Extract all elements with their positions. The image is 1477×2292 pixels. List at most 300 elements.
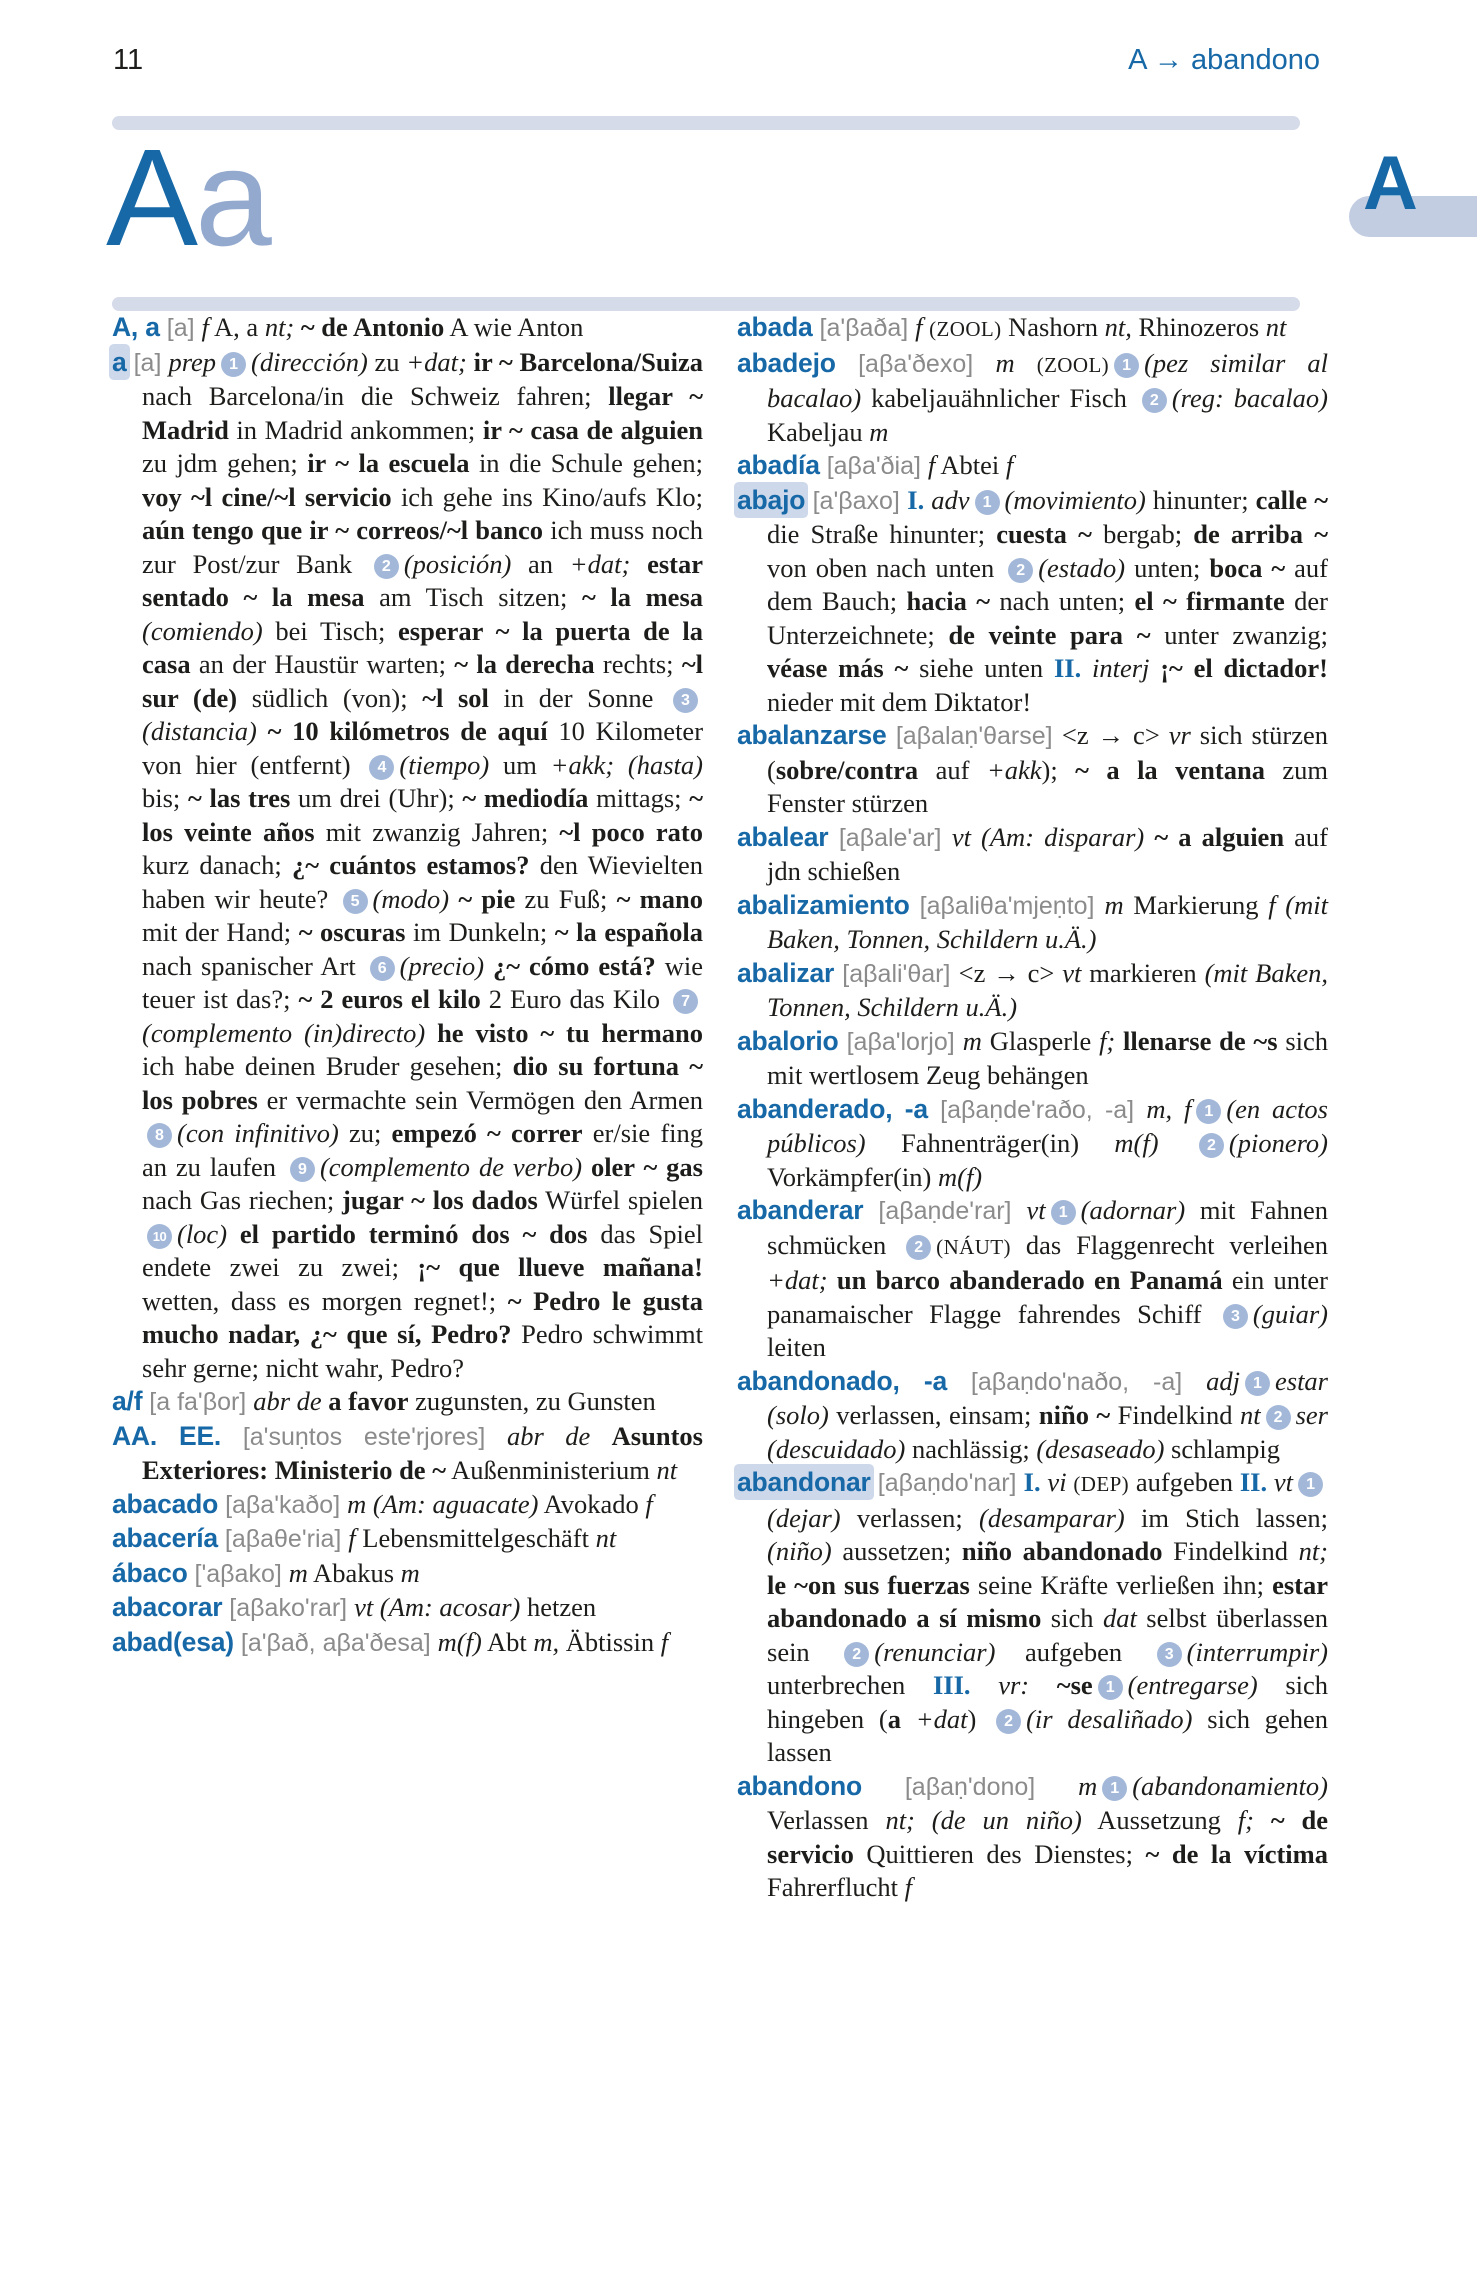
dictionary-entry — [737, 1093, 1328, 1195]
example-bold: niño ~ — [1038, 1400, 1111, 1430]
translation-text: von oben nach unten — [767, 552, 1004, 583]
dictionary-entry — [112, 1626, 703, 1661]
translation-text — [582, 1152, 591, 1182]
translation-text — [828, 1265, 837, 1295]
example-bold: ~ mediodía — [462, 783, 589, 813]
translation-text: Kabeljau — [767, 416, 870, 447]
translation-text: bis; — [142, 783, 188, 813]
translation-text: Abtei — [935, 450, 1006, 480]
example-bold: ~ los veinte años — [142, 783, 703, 847]
grammar-italic: f — [645, 1488, 653, 1519]
arrow-icon: → — [1153, 44, 1183, 76]
example-bold: ir ~ Barcelona/Suiza — [473, 346, 704, 377]
sense-number-badge: 1 — [1102, 1776, 1127, 1801]
grammar-italic: (guiar) — [1252, 1298, 1328, 1329]
translation-text: unter zwanzig; — [1150, 619, 1329, 650]
translation-text: kurz danach; — [142, 850, 293, 880]
translation-text: nach spanischer Art — [142, 950, 365, 981]
field-label: (DEP) — [1073, 1472, 1130, 1496]
grammar-italic: m — [400, 1557, 420, 1588]
headword: abalizar — [737, 957, 835, 988]
translation-text: mit der Hand; — [142, 917, 299, 947]
example-bold: estar sentado ~ la mesa — [142, 548, 704, 612]
example-bold: he visto ~ tu hermano — [437, 1017, 704, 1048]
dictionary-entry — [112, 1591, 703, 1626]
grammar-italic: estar (solo) — [767, 1365, 1328, 1430]
grammar-italic: (niño) — [767, 1536, 832, 1566]
grammar-italic: (reg: bacalao) — [1171, 383, 1328, 413]
dictionary-entry — [737, 1025, 1328, 1093]
example-bold: llenarse de ~s — [1123, 1025, 1278, 1056]
dictionary-entry — [737, 1365, 1328, 1467]
grammar-italic: f (mit Baken, Tonnen, Schildern u.Ä.) — [767, 889, 1328, 954]
grammar-italic: f; — [1237, 1805, 1254, 1835]
grammar-italic: f — [1005, 450, 1014, 480]
headword: abandonado, -a — [737, 1365, 947, 1396]
phonetic: [aβa'ðia] — [819, 452, 928, 480]
translation-text: den Wievielten haben wir heute? — [142, 850, 703, 914]
translation-text: südlich (von); — [237, 682, 423, 713]
translation-text: auf jdn schießen — [767, 821, 1329, 886]
dictionary-entry — [112, 1522, 703, 1557]
translation-text: rechts; — [594, 649, 682, 679]
grammar-italic: f — [927, 450, 936, 480]
grammar-italic: m — [1078, 1770, 1098, 1801]
headword: A, a — [112, 312, 160, 342]
example-bold: ~ a alguien — [1154, 821, 1285, 852]
grammar-italic: nt; — [1298, 1536, 1328, 1566]
sense-number-badge: 1 — [975, 490, 1000, 515]
sense-number-badge: 1 — [1051, 1200, 1076, 1225]
translation-text: wetten, dass es morgen regnet!; — [142, 1285, 508, 1316]
grammar-italic: nt — [1265, 312, 1287, 342]
translation-text — [1159, 1128, 1194, 1158]
example-bold: le ~on sus fuerzas — [767, 1569, 970, 1600]
grammar-italic: ser (descuidado) — [767, 1400, 1328, 1464]
translation-text: Würfel spielen — [537, 1185, 703, 1215]
grammar-italic: (posición) — [403, 548, 512, 579]
translation-text: unten; — [1125, 552, 1210, 583]
translation-text: nieder mit dem Diktator! — [767, 686, 1032, 717]
example-bold: ~l sol — [422, 682, 489, 713]
translation-text: schlampig — [1164, 1433, 1280, 1464]
section-letter-uppercase: A — [106, 121, 196, 275]
translation-text: Abt — [481, 1626, 534, 1657]
translation-text: zu jdm gehen; — [142, 448, 308, 478]
sense-number-badge: 9 — [290, 1157, 315, 1182]
field-label: (ZOOL) — [1036, 352, 1110, 377]
grammar-italic: m(f) — [1114, 1128, 1159, 1158]
translation-text: zu Fuß; — [515, 883, 617, 914]
phonetic: [a'suṇtos este'rjores] — [221, 1422, 508, 1451]
translation-text: ich gehe ins Kino/aufs Klo; — [391, 481, 703, 512]
translation-text: ); — [1041, 754, 1076, 785]
grammar-italic: m — [288, 1557, 308, 1588]
sense-number-badge: 3 — [673, 688, 698, 713]
grammar-italic: +akk — [986, 754, 1042, 785]
phonetic: [aβale'ar] — [828, 823, 952, 852]
translation-text: Rhinozeros — [1131, 312, 1266, 342]
grammar-italic: m, — [533, 1626, 560, 1657]
translation-text: sich gehen lassen — [767, 1703, 1329, 1767]
translation-text: in der Sonne — [488, 682, 668, 713]
example-bold: ~ Pedro le gusta mucho nadar, ¿~ que sí, Pedro? — [142, 1285, 703, 1349]
grammar-italic: (desamparar) — [979, 1502, 1125, 1533]
phonetic: ['aβako] — [187, 1559, 289, 1588]
translation-text: Lebensmittelgeschäft — [355, 1523, 596, 1553]
sense-number-badge: 2 — [844, 1642, 869, 1667]
translation-text: mit Fahnen schmücken — [767, 1195, 1328, 1260]
phonetic: [aβaṇ'dono] — [862, 1772, 1079, 1801]
grammar-italic: (desaseado) — [1036, 1433, 1165, 1464]
example-bold: ~ 10 kilómetros de aquí — [267, 716, 548, 746]
example-bold: ¿~ cómo está? — [493, 950, 656, 981]
translation-text: siehe unten — [908, 653, 1054, 683]
grammar-italic: (pionero) — [1228, 1128, 1329, 1158]
translation-text: Abakus — [307, 1557, 401, 1588]
grammar-italic: (dejar) — [767, 1502, 841, 1533]
headword: a/f — [112, 1386, 143, 1416]
headword: abandono — [737, 1770, 862, 1801]
example-bold: ir ~ casa de alguien — [482, 414, 703, 445]
dictionary-entry — [737, 1770, 1328, 1905]
headword: abada — [737, 312, 813, 342]
translation-text: 2 Euro das Kilo — [480, 984, 669, 1014]
grammar-italic: f — [915, 312, 923, 342]
example-bold: ~se — [1056, 1670, 1093, 1700]
translation-text: aussetzen; — [831, 1536, 962, 1566]
translation-text: seine Kräfte verließen ihn; — [969, 1569, 1273, 1600]
translation-text: zum Fenster stürzen — [767, 754, 1329, 818]
translation-text: Glasperle — [981, 1025, 1100, 1056]
dictionary-entry — [737, 1466, 1328, 1770]
translation-text: aufgeben — [1129, 1467, 1240, 1497]
translation-text: im Stich lassen; — [1124, 1502, 1328, 1533]
example-bold: el ~ firmante — [1134, 586, 1285, 616]
sense-number-badge: 1 — [1298, 1472, 1323, 1497]
translation-text: hetzen — [520, 1592, 597, 1622]
sense-number-badge: 7 — [673, 989, 698, 1014]
grammar-italic: vt (Am: acosar) — [354, 1592, 521, 1622]
headword: abad(esa) — [112, 1626, 234, 1657]
translation-text: er/sie fing an zu laufen — [142, 1118, 704, 1182]
phonetic: [a] — [159, 314, 202, 342]
translation-text: im Dunkeln; — [405, 917, 555, 947]
example-bold: ¡~ el dictador! — [1160, 653, 1328, 683]
example-bold: ~ mano — [616, 883, 703, 914]
translation-text: Findelkind — [1110, 1400, 1240, 1430]
roman-numeral: I. — [1023, 1467, 1041, 1497]
translation-text: Vorkämpfer(in) — [767, 1161, 938, 1192]
example-bold: ir ~ la escuela — [307, 448, 470, 478]
field-label: (ZOOL) — [929, 317, 1002, 341]
example-bold: véase más ~ — [767, 653, 909, 683]
grammar-italic: dat — [1102, 1603, 1137, 1633]
phonetic: [aβaṇdo'naðo, -a] — [947, 1367, 1207, 1396]
headword: ábaco — [112, 1557, 188, 1588]
translation-text: zu — [367, 346, 407, 377]
translation-text: an — [511, 548, 570, 579]
example-bold: sobre/contra — [775, 754, 919, 785]
dictionary-entry — [737, 347, 1328, 450]
example-bold: llegar ~ Madrid — [142, 381, 703, 445]
grammar-italic: m — [1104, 889, 1124, 920]
translation-text: Aussetzung — [1081, 1805, 1238, 1835]
headword: abandonar — [737, 1467, 871, 1497]
translation-text: A wie Anton — [444, 312, 584, 342]
translation-text — [484, 951, 493, 981]
sense-number-badge: 2 — [374, 554, 399, 579]
example-bold: ~l poco rato — [559, 816, 703, 847]
grammar-italic: f — [348, 1523, 356, 1553]
grammar-italic: +dat; — [569, 548, 631, 579]
translation-text — [294, 312, 301, 342]
translation-text — [1029, 1670, 1057, 1700]
sense-number-badge: 8 — [147, 1123, 172, 1148]
sense-number-badge: 2 — [1199, 1133, 1224, 1158]
example-bold: ¡~ que llueve mañana! — [417, 1252, 703, 1282]
grammar-italic: +akk; (hasta) — [550, 749, 703, 780]
grammar-italic: +dat — [915, 1703, 968, 1734]
headword: abadejo — [737, 347, 836, 378]
translation-text: das Flaggenrecht verleihen — [1010, 1229, 1328, 1260]
example-bold: esperar ~ la puerta de la casa — [142, 615, 704, 679]
translation-text: markieren — [1081, 957, 1205, 988]
translation-text — [590, 1421, 611, 1451]
grammar-italic: (complemento (in)directo) — [142, 1017, 426, 1048]
translation-text — [630, 549, 647, 579]
translation-text: wie teuer ist das?; — [142, 950, 703, 1014]
translation-text — [227, 1219, 240, 1249]
translation-text: um drei (Uhr); — [290, 783, 463, 813]
grammar-italic: (dirección) — [251, 346, 368, 377]
translation-text: ich habe deinen Bruder gesehen; — [142, 1051, 513, 1081]
grammar-italic: (precio) — [399, 950, 485, 981]
grammar-italic: m — [962, 1025, 982, 1056]
translation-text: Äbtissin — [559, 1626, 661, 1657]
headword: abacorar — [112, 1592, 223, 1622]
grammar-italic: (adornar) — [1080, 1195, 1186, 1225]
translation-text: Außenministerium — [445, 1455, 657, 1485]
sense-number-badge: 1 — [1245, 1371, 1270, 1396]
translation-text: Verlassen — [767, 1805, 886, 1835]
phonetic: [a'βaða] — [812, 314, 916, 342]
translation-text: in die Schule gehen; — [469, 448, 703, 478]
translation-text: verlassen, einsam; — [828, 1400, 1039, 1430]
grammar-italic: adj — [1206, 1365, 1240, 1396]
translation-text: auf — [918, 754, 987, 785]
headword: abadía — [737, 450, 820, 480]
sense-number-badge: 10 — [147, 1224, 172, 1249]
example-bold: oler ~ gas — [590, 1151, 703, 1182]
translation-text: kabeljauähnlicher Fisch — [861, 383, 1137, 413]
grammar-italic: (renunciar) — [874, 1636, 996, 1667]
grammar-italic: (tiempo) — [399, 749, 490, 780]
dictionary-entry — [737, 449, 1328, 484]
example-bold: ~ a la ventana — [1075, 754, 1265, 785]
sense-number-badge: 5 — [343, 889, 368, 914]
phonetic: [aβaliθa'mjeṇto] — [909, 891, 1105, 920]
headword: abanderar — [737, 1195, 864, 1225]
example-bold: a — [887, 1703, 901, 1734]
translation-text: er vermachte sein Vermögen den Armen — [257, 1084, 703, 1115]
grammar-italic: m(f) — [937, 1161, 983, 1192]
translation-text: nach Gas riechen; — [142, 1185, 342, 1215]
translation-text — [467, 347, 474, 377]
grammar-italic: abr de — [253, 1386, 322, 1416]
sense-number-badge: 3 — [1223, 1304, 1248, 1329]
grammar-italic: adv — [924, 484, 970, 515]
dictionary-entry — [112, 1385, 703, 1420]
grammar-italic: +dat; — [767, 1265, 828, 1295]
translation-text: Nashorn — [1001, 312, 1105, 342]
grammar-italic: (con infinitivo) — [177, 1118, 339, 1148]
dictionary-entry — [112, 346, 703, 1386]
grammar-italic: nt — [1239, 1400, 1261, 1430]
grammar-italic: (pez similar al bacalao) — [767, 347, 1328, 413]
dictionary-entry — [112, 1557, 703, 1592]
grammar-italic: (distancia) — [142, 716, 257, 746]
translation-text — [1015, 348, 1037, 378]
left-column — [112, 311, 703, 1660]
translation-text: Quittieren des Dienstes; — [853, 1838, 1146, 1869]
headword: abajo — [737, 484, 806, 515]
grammar-italic: (mit Baken, Tonnen, Schildern u.Ä.) — [767, 957, 1328, 1022]
dictionary-entry — [737, 484, 1328, 720]
translation-text: in Madrid ankommen; — [228, 414, 483, 445]
example-bold: dio su fortuna ~ los pobres — [142, 1051, 703, 1115]
field-label: (NÁUT) — [936, 1234, 1011, 1259]
example-bold: ~ la derecha — [454, 649, 595, 679]
translation-text: hinunter; — [1145, 484, 1256, 515]
translation-text: auf dem Bauch; — [767, 552, 1328, 616]
translation-text: mittags; — [588, 783, 690, 813]
translation-text: nach Barcelona/in die Schweiz fahren; — [142, 381, 609, 411]
translation-text: sich — [1041, 1603, 1103, 1633]
section-letter-lowercase: a — [195, 121, 269, 275]
phonetic: [aβaṇde'rar] — [863, 1197, 1027, 1225]
grammar-italic: nt; (de un niño) — [885, 1805, 1082, 1835]
sense-number-badge: 4 — [369, 755, 394, 780]
guide-first-headword: A — [1128, 44, 1146, 76]
translation-text: an der Haustür warten; — [190, 649, 455, 679]
headword: abacería — [112, 1523, 218, 1553]
example-bold: ~ de servicio — [767, 1805, 1329, 1869]
grammar-italic: prep — [168, 346, 217, 377]
headword: abalizamiento — [737, 889, 910, 920]
dictionary-entry — [737, 889, 1328, 957]
translation-text — [449, 884, 458, 914]
phonetic: [aβali'θar] — [834, 959, 959, 988]
translation-text: unterbrechen — [767, 1670, 933, 1700]
grammar-italic: (ir desaliñado) — [1026, 1703, 1193, 1734]
translation-text: ich muss noch zur Post/zur Bank — [142, 515, 703, 579]
phonetic: [aβa'kaðo] — [218, 1490, 348, 1519]
translation-text: bergab; — [1091, 519, 1194, 549]
grammar-italic: (entregarse) — [1127, 1670, 1258, 1700]
translation-text: am Tisch sitzen; — [364, 582, 582, 612]
thumb-index-letter: A — [1363, 141, 1418, 226]
sense-number-badge: 2 — [1266, 1405, 1291, 1430]
grammar-italic: vr — [1168, 720, 1191, 750]
guide-last-headword: abandono — [1190, 44, 1320, 76]
headword: abalorio — [737, 1025, 839, 1056]
grammar-italic: nt — [595, 1523, 617, 1553]
grammar-italic: m — [869, 416, 889, 447]
translation-text: der Unterzeichnete; — [767, 586, 1329, 650]
grammar-italic: f; — [1099, 1025, 1116, 1056]
grammar-italic: m, f — [1146, 1093, 1192, 1124]
grammar-italic: m(f) — [437, 1626, 482, 1657]
example-bold: cuesta ~ — [996, 519, 1092, 549]
translation-text — [257, 716, 268, 746]
translation-text: zu; — [338, 1118, 392, 1148]
grammar-italic: f — [201, 312, 209, 342]
sense-number-badge: 1 — [1098, 1675, 1123, 1700]
sense-number-badge: 6 — [370, 956, 395, 981]
grammar-italic: (estado) — [1038, 552, 1126, 583]
translation-text — [901, 1704, 916, 1734]
sense-number-badge: 1 — [1114, 353, 1139, 378]
example-bold: ~ de la víctima — [1145, 1838, 1328, 1869]
example-bold: jugar ~ los dados — [342, 1185, 538, 1215]
example-bold: boca ~ — [1209, 552, 1286, 583]
translation-text: sich stürzen ( — [767, 720, 1328, 785]
headword: abanderado, -a — [737, 1093, 928, 1124]
translation-text: <z → c> — [958, 957, 1063, 988]
grammar-italic: nt — [656, 1455, 678, 1485]
translation-text: verlassen; — [840, 1502, 979, 1533]
roman-numeral: II. — [1239, 1467, 1268, 1497]
grammar-italic: abr de — [507, 1420, 591, 1451]
translation-text: <z → c> — [1061, 720, 1169, 750]
sense-number-badge: 3 — [1157, 1642, 1182, 1667]
translation-text: Avokado — [538, 1488, 646, 1519]
example-bold: ~l sur (de) — [142, 649, 703, 713]
translation-text: mit zwanzig Jahren; — [314, 816, 560, 847]
grammar-italic: vt — [1062, 957, 1082, 988]
example-bold: hacia ~ — [906, 586, 991, 616]
header-divider-rule — [112, 116, 1300, 130]
dictionary-entry — [737, 1194, 1328, 1365]
grammar-italic: f — [904, 1872, 912, 1902]
grammar-italic: nt; — [264, 312, 295, 342]
example-bold: un barco abanderado en Panamá — [836, 1265, 1223, 1295]
grammar-italic: vi — [1040, 1467, 1067, 1497]
grammar-italic: vr: — [970, 1670, 1030, 1700]
grammar-italic: (interrumpir) — [1186, 1636, 1328, 1667]
example-bold: ~ la mesa — [581, 582, 704, 612]
example-bold: Asuntos Exteriores: Ministerio de ~ — [142, 1420, 703, 1485]
example-bold: ~ la española — [554, 917, 703, 947]
example-bold: ~ las tres — [188, 783, 291, 813]
phonetic: [aβaθe'ria] — [217, 1525, 349, 1553]
dictionary-entry — [112, 1488, 703, 1523]
roman-numeral: I. — [907, 484, 925, 515]
example-bold: estar abandonado a sí mismo — [767, 1569, 1328, 1633]
grammar-italic: m (Am: aguacate) — [347, 1488, 539, 1519]
translation-text — [1254, 1805, 1271, 1835]
grammar-italic: f — [660, 1626, 669, 1657]
grammar-italic: (movimiento) — [1004, 484, 1146, 515]
example-bold: calle ~ — [1255, 484, 1328, 515]
phonetic: [a] — [126, 348, 169, 377]
translation-text: bei Tisch; — [262, 615, 399, 646]
dictionary-entry — [737, 821, 1328, 889]
translation-text — [425, 1018, 437, 1048]
translation-text: das Spiel endete zwei zu zwei; — [142, 1218, 703, 1282]
example-bold: voy ~l cine/~l servicio — [142, 481, 392, 512]
